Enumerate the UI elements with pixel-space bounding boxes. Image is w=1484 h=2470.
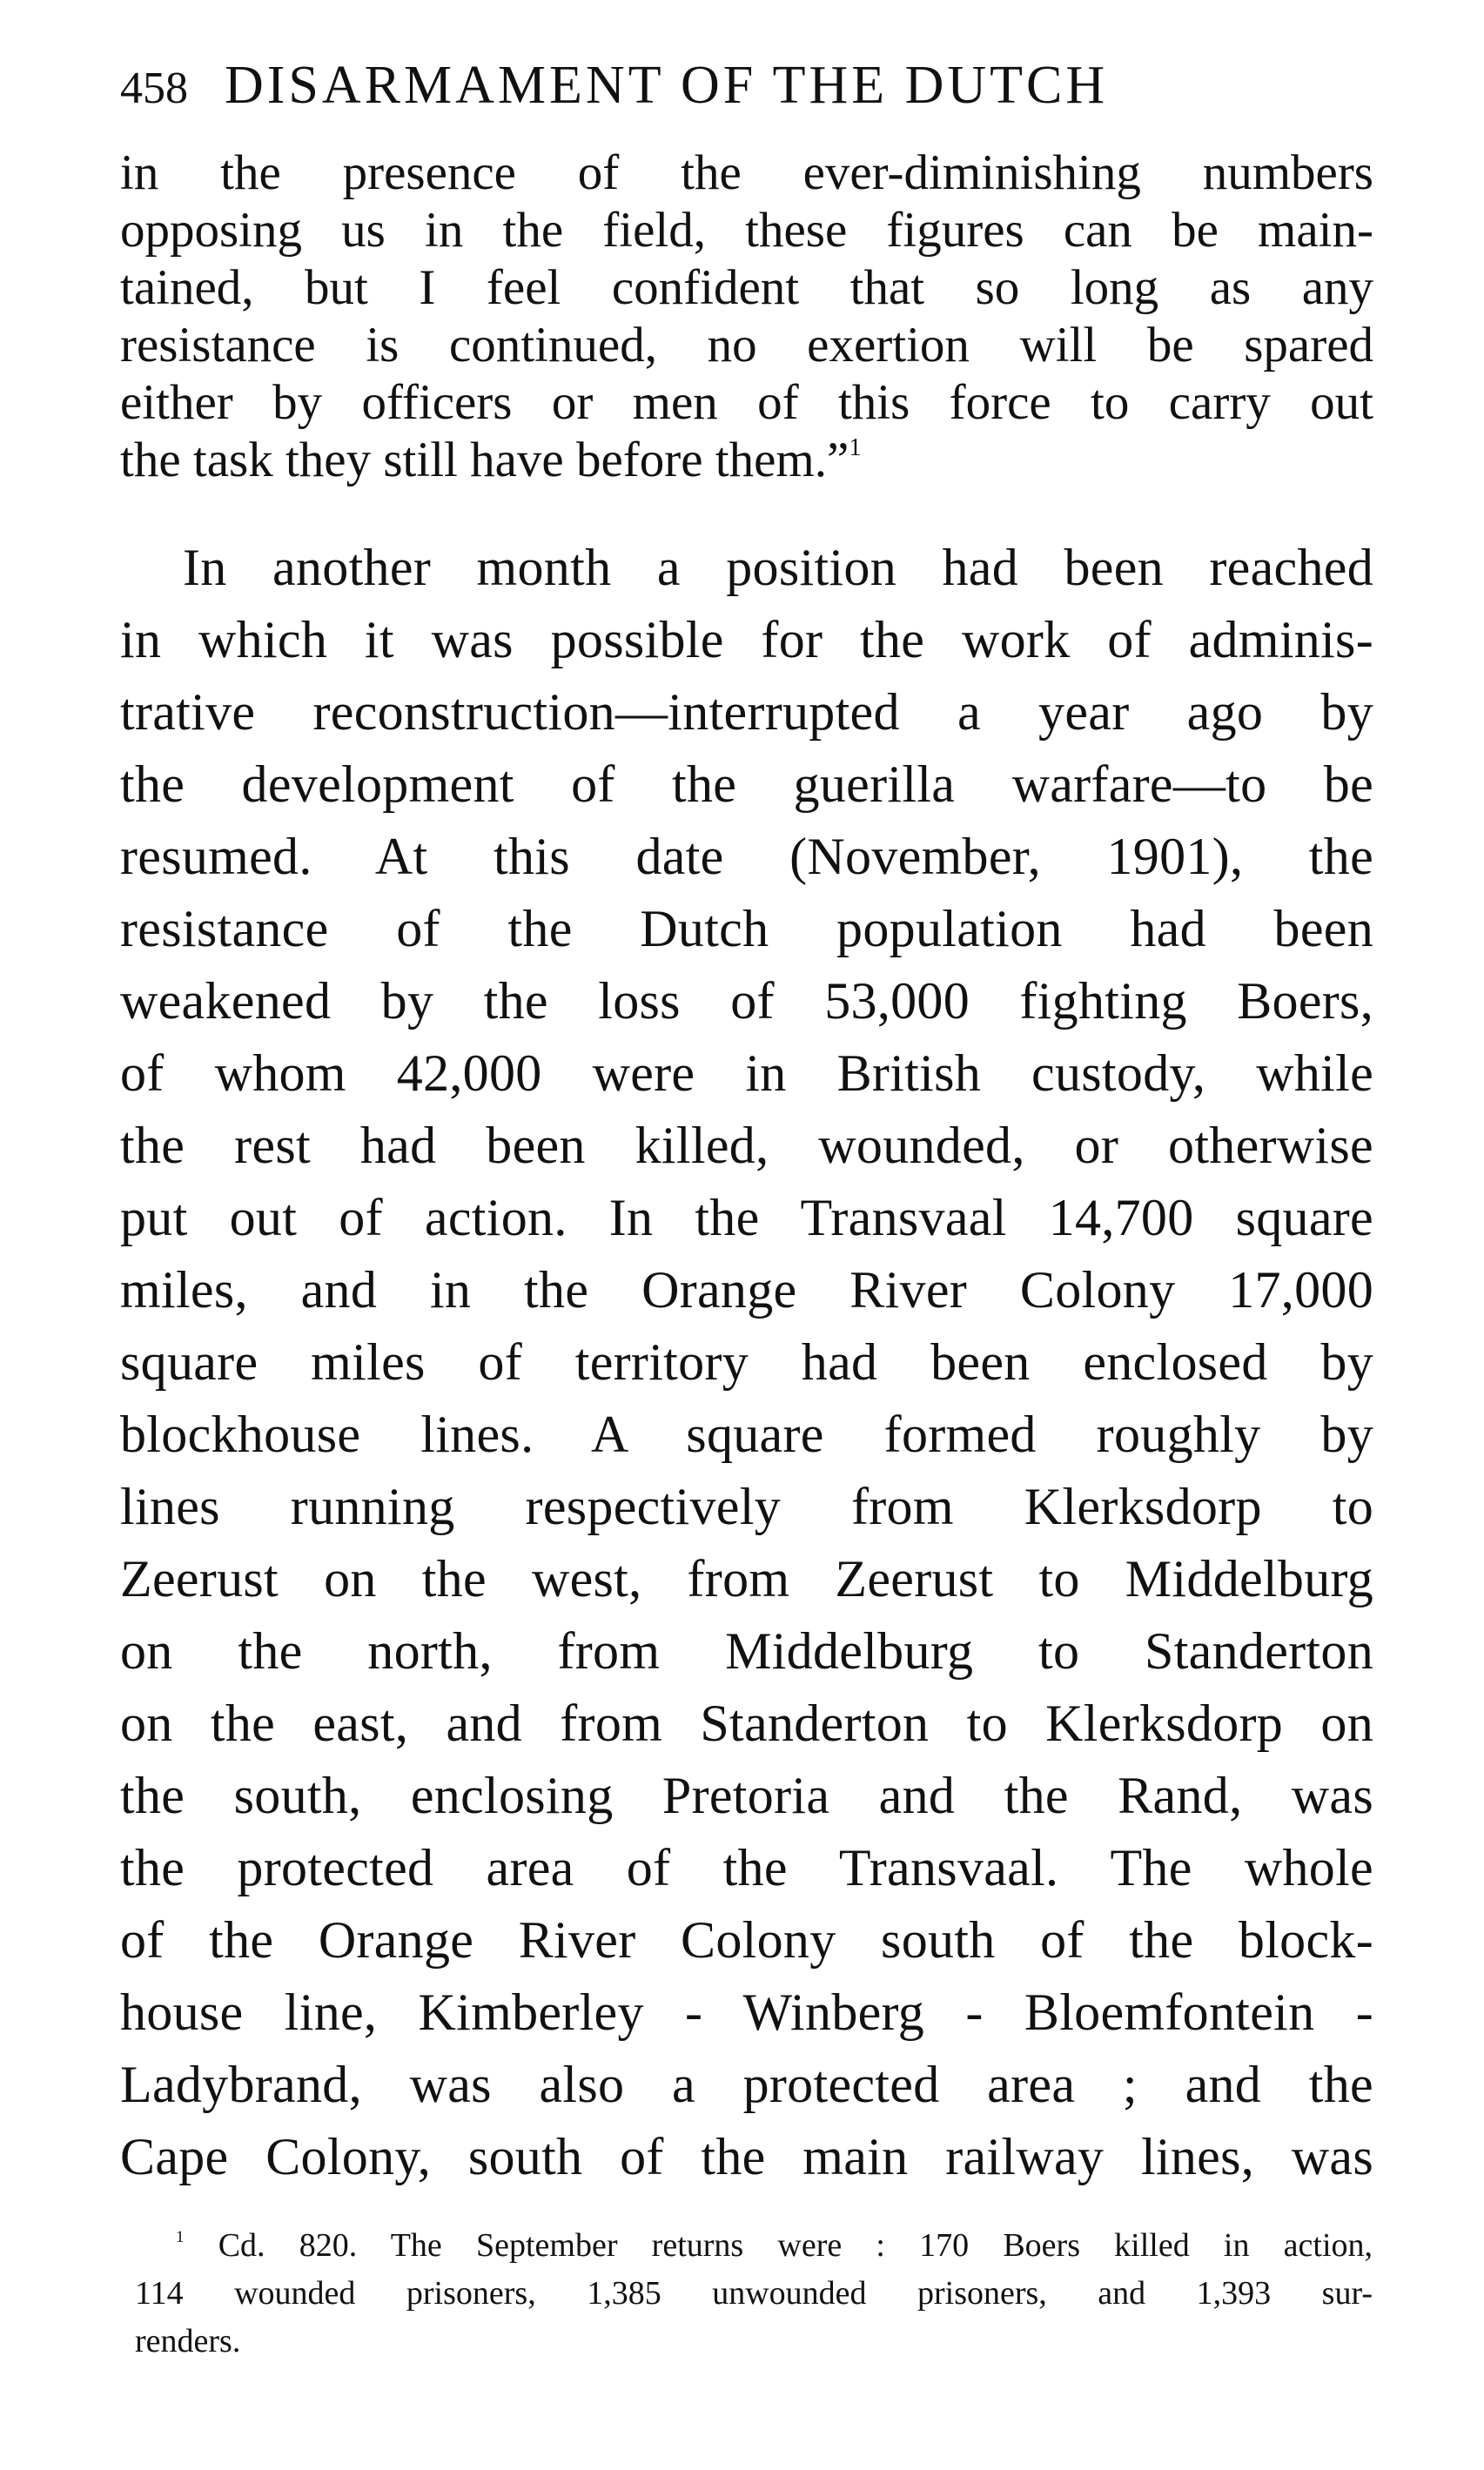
- text-line: the rest had been killed, wounded, or otherwise: [120, 1117, 1373, 1174]
- text-line: miles, and in the Orange River Colony 17,000: [120, 1261, 1373, 1319]
- text-line: trative reconstruction—interrupted a year ago by: [120, 683, 1373, 741]
- text-line: of whom 42,000 were in British custody, while: [120, 1044, 1373, 1102]
- text-line: on the north, from Middelburg to Standerton: [120, 1622, 1373, 1680]
- text-line: the development of the guerilla warfare—to be: [120, 755, 1373, 813]
- text-line: weakened by the loss of 53,000 fighting Boers,: [120, 972, 1373, 1030]
- text-line: in the presence of the ever-diminishing numbers: [120, 145, 1373, 200]
- text-line: lines running respectively from Klerksdorp to: [120, 1478, 1373, 1535]
- text-line: resistance of the Dutch population had been: [120, 900, 1373, 957]
- footnote-reference[interactable]: 1: [849, 433, 862, 461]
- running-title: DISARMAMENT OF THE DUTCH: [225, 56, 1109, 115]
- footnote-line: [176, 2222, 1373, 2270]
- footnote-marker: 1: [176, 2227, 185, 2246]
- text-line: blockhouse lines. A square formed roughly by: [120, 1406, 1373, 1463]
- text-line: Ladybrand, was also a protected area ; and the: [120, 2056, 1373, 2113]
- text-line-last: [120, 432, 1373, 489]
- text-line: the south, enclosing Pretoria and the Rand, was: [120, 1767, 1373, 1824]
- text-line-content: the task they still have before them.”: [120, 433, 849, 487]
- text-line: resistance is continued, no exertion will be spared: [120, 318, 1373, 373]
- text-line: either by officers or men of this force to carry out: [120, 375, 1373, 430]
- text-line: in which it was possible for the work of adminis-: [120, 611, 1373, 668]
- text-line: the protected area of the Transvaal. The whole: [120, 1839, 1373, 1896]
- text-line: of the Orange River Colony south of the block-: [120, 1911, 1373, 1969]
- footnote-line: 114 wounded prisoners, 1,385 unwounded prisoners, and 1,393 sur-: [135, 2275, 1373, 2312]
- footnote-line-content: Cd. 820. The September returns were : 170 Boers killed in action,: [218, 2227, 1373, 2264]
- text-line: resumed. At this date (November, 1901), the: [120, 828, 1373, 885]
- footnote-line: renders.: [135, 2323, 241, 2359]
- page-number: 458: [120, 64, 188, 113]
- text-line: Zeerust on the west, from Zeerust to Middelburg: [120, 1550, 1373, 1608]
- text-line: In another month a position had been reached: [183, 539, 1373, 596]
- text-line: on the east, and from Standerton to Klerksdorp on: [120, 1695, 1373, 1752]
- text-line: tained, but I feel confident that so long as any: [120, 260, 1373, 315]
- text-line: Cape Colony, south of the main railway lines, was: [120, 2128, 1373, 2185]
- text-line: square miles of territory had been enclosed by: [120, 1333, 1373, 1391]
- running-header: [120, 57, 1339, 113]
- text-line: house line, Kimberley - Winberg - Bloemfontein -: [120, 1983, 1373, 2041]
- text-line: put out of action. In the Transvaal 14,700 square: [120, 1189, 1373, 1246]
- text-line: opposing us in the field, these figures can be main-: [120, 203, 1373, 258]
